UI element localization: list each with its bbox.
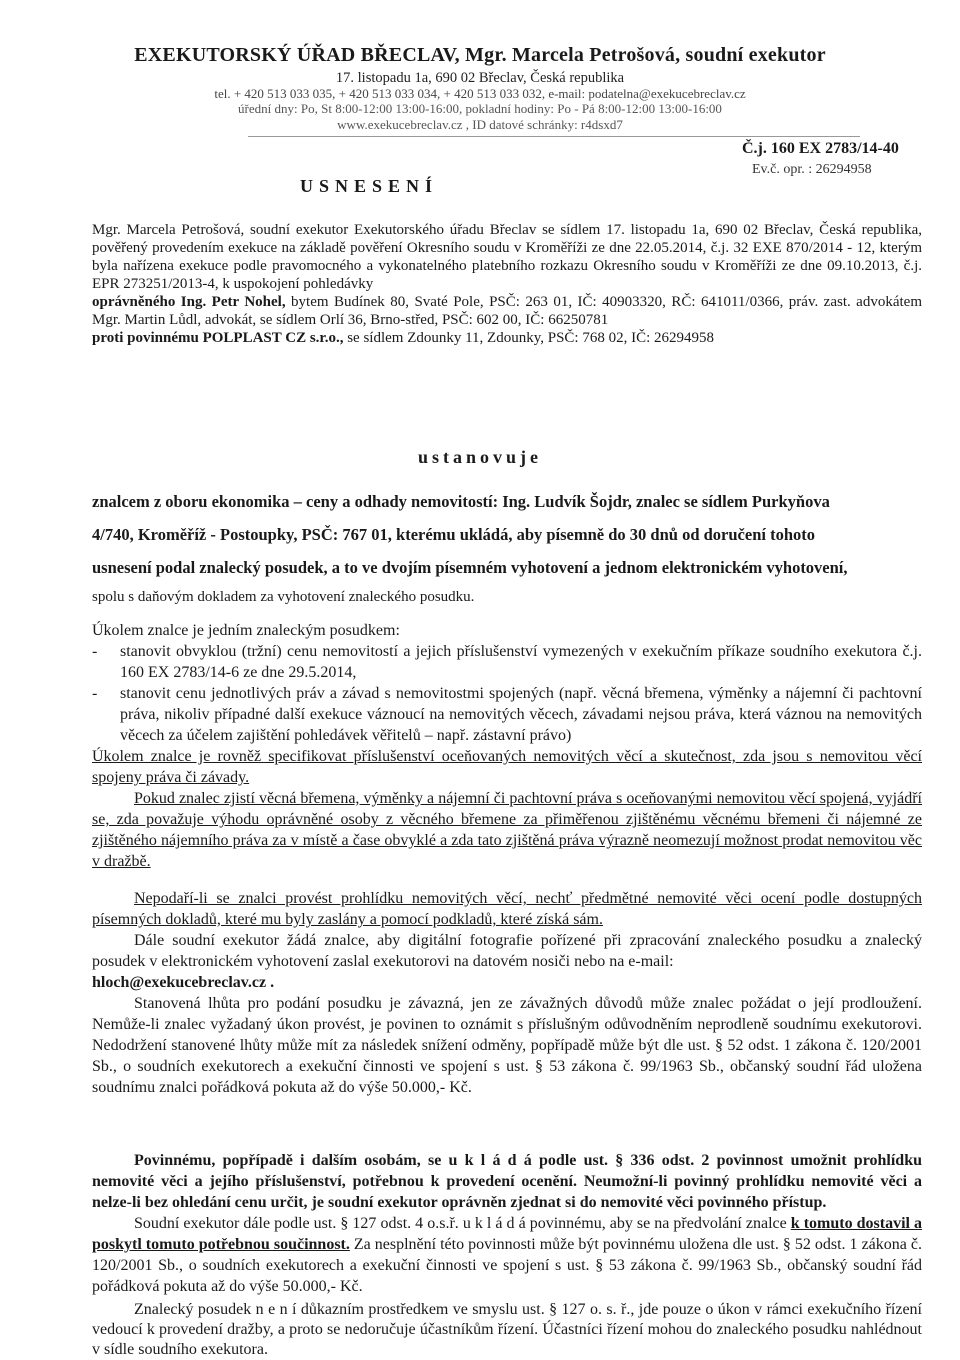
task-bullet-2-text: stanovit cenu jednotlivých práv a závad s nemovitostmi spojených (např. věcná břemena, výměnky a nájemní či pachtovní práva, nikoliv případné další exekuce váznoucí na nemovitých věcech, závadami nejsou práva, která váznou na nemovitých věcech za účelem zajištění pohledávek věřitelů – např. zástavní právo) [120,685,922,744]
duties-cooperation-b: k tomuto dostavil a poskytl tomuto potřebnou součinnost. [92,1215,923,1253]
office-hours: úřední dny: Po, St 8:00-12:00 13:00-16:00, pokladní hodiny: Po - Pá 8:00-12:00 13:00-16:00 [238,101,722,116]
duties-paragraph: Povinnému, popřípadě i dalším osobám, se u k l á d á podle ust. § 336 odst. 2 povinnost umožnit prohlídku nemovité věci a jejího příslušenství, potřebnou k provedení ocenění. Neumožní-li povinný prohlídku nemovité věci a nelze-li bez ohledání cenu určit, je soudní exekutor oprávněn zjednat si do nemovité věci povinného přístup. [92,1152,922,1211]
creditor-text: bytem Budínek 80, Svaté Pole, PSČ: 263 01, IČ: 40903320, RČ: 641011/0366, práv. zast. advokátem Mgr. Martin Lůdl, advokát, se sídlem Orlí 36, Brno-střed, PSČ: 602 00, IČ: 66250781 [92,294,922,328]
task-bullet-2 [92,683,922,746]
duties-cooperation-c: Za nesplnění této povinnosti může být povinnému uložena dle ust. § 52 odst. 1 zákona č. 120/2001 Sb., o soudních exekutorech a exekuční činnosti ve spojení s ust. § 53 zákona č. 99/1963 Sb., občanský soudní řád pořádková pokuta až do výše 50.000,- Kč. [92,1236,922,1295]
debtor-text: se sídlem Zdounky 11, Zdounky, PSČ: 768 02, IČ: 26294958 [343,330,715,346]
expert-line-4: spolu s daňovým dokladem za vyhotovení znaleckého posudku. [92,589,475,605]
intro-block [92,221,922,347]
debtor-paragraph [92,329,922,347]
expert-appointment [92,485,922,584]
expert-line-1: znalcem z oboru ekonomika – ceny a odhady nemovitostí: Ing. Ludvík Šojdr, znalec se sídlem Purkyňova [92,492,830,511]
document-title: USNESENÍ [300,176,439,196]
office-contacts: tel. + 420 513 033 035, + 420 513 033 034, + 420 513 033 032, e-mail: podatelna@exekucebreclav.cz [214,86,746,101]
intro-paragraph: Mgr. Marcela Petrošová, soudní exekutor Exekutorského úřadu Břeclav se sídlem 17. listopadu 1a, 690 02 Břeclav, Česká republika, pověřený provedením exekuce na základě pověření Okresního soudu v Kroměříži ze dne 22.05.2014, č.j. 32 EXE 870/2014 - 12, kterým byla nařízena exekuce podle pravomocného a vykonatelného platebního rozkazu Okresního soudu v Kroměříži ze dne 09.10.2013, č.j. EPR 273251/2013-4, k uspokojení pohledávky [92,222,922,292]
spacer [92,872,922,888]
evidence-number: Ev.č. opr. : 26294958 [752,162,872,177]
closing-paragraph: Znalecký posudek n e n í důkazním prostředkem ve smyslu ust. § 127 o. s. ř., jde pouze o úkon v rámci exekučního řízení vedoucí k provedení dražby, a proto se nedoručuje účastníkům řízení. Účastníci řízení mohou do znaleckého posudku nahlédnout v sídle soudního exekutora. [92,1301,922,1358]
office-web: www.exekucebreclav.cz , ID datové schránky: r4dsxd7 [337,117,623,132]
expert-line-2: 4/740, Kroměříž - Postoupky, PSČ: 767 01, kterému ukládá, aby písemně do 30 dnů od doručení tohoto [92,525,816,544]
duties-cooperation-a: Soudní exekutor dále podle ust. § 127 odst. 4 o.s.ř. u k l á d á povinnému, aby se na předvolání znalce [134,1215,787,1232]
task-block [92,620,922,1098]
duties-cooperation [92,1213,922,1297]
ustanovuje-heading: ustanovuje [417,447,542,467]
task-deadline: Stanovená lhůta pro podání posudku je závazná, jen ze závažných důvodů může znalec požádat o její prodloužení. Nemůže-li znalec vyžadaný úkon provést, je povinen to oznámit s příslušným odůvodněním neprodleně soudnímu exekutorovi. Nedodržení stanovené lhůty může mít za následek snížení odměny, popřípadě může být dle ust. § 52 odst. 1 zákona č. 120/2001 Sb., o soudních exekutorech a exekuční činnosti ve spojení s ust. § 53 zákona č. 99/1963 Sb., občanský soudní řád uložena soudnímu znalci pořádková pokuta až do výše 50.000,- Kč. [92,995,922,1096]
task-intro: Úkolem znalce je jedním znaleckým posudkem: [92,622,400,639]
office-address: 17. listopadu 1a, 690 02 Břeclav, Česká republika [335,70,625,86]
creditor-label: oprávněného Ing. Petr Nohel, [92,294,286,310]
duties-block [92,1150,922,1297]
task-no-inspection: Nepodaří-li se znalci provést prohlídku nemovitých věcí, nechť předmětné nemovité věci ocení podle dostupných písemných dokladů, které mu byly zaslány a pomocí podkladů, které získá sám. [92,890,922,928]
task-specify: Úkolem znalce je rovněž specifikovat příslušenství oceňovaných nemovitých věcí a skutečnost, zda jsou s nemovitou věcí spojeny práva či závady. [92,748,922,786]
case-number: Č.j. 160 EX 2783/14-40 [742,140,899,157]
expert-line-3: usnesení podal znalecký posudek, a to ve dvojím písemném vyhotovení a jednom elektronickém vyhotovení, [92,558,848,577]
header-divider [248,136,860,137]
task-bullet-1 [92,641,922,683]
task-easements: Pokud znalec zjistí věcná břemena, výměnky a nájemní či pachtovní práva s oceňovanými nemovitou věcí spojená, vyjádří se, zda považuje výhodu oprávněné osoby z věcného břemene za přiměřenou zjištěnému věcnému břemeni či nájemné ze zjištěného nájemního práva za v místě a čase obvyklé a zda tato zjištěná práva výrazně neomezují možnost prodat nemovitou věc v dražbě. [92,790,922,870]
creditor-paragraph [92,293,922,329]
task-photos: Dále soudní exekutor žádá znalce, aby digitální fotografie pořízené při zpracování znaleckého posudku a znalecký posudek v elektronickém vyhotovení zaslal exekutorovi na datovém nosiči nebo na e-mail: [92,932,922,970]
bullet-dash: - [92,685,98,702]
bullet-dash: - [92,643,98,660]
task-bullet-1-text: stanovit obvyklou (tržní) cenu nemovitostí a jejich příslušenství vymezených v exekučním příkaze soudního exekutora č.j. 160 EX 2783/14-6 ze dne 29.5.2014, [120,643,922,681]
debtor-label: proti povinnému POLPLAST CZ s.r.o., [92,330,344,346]
contact-email: hloch@exekucebreclav.cz . [92,974,275,991]
office-title: EXEKUTORSKÝ ÚŘAD BŘECLAV, Mgr. Marcela Petrošová, soudní exekutor [134,44,826,66]
